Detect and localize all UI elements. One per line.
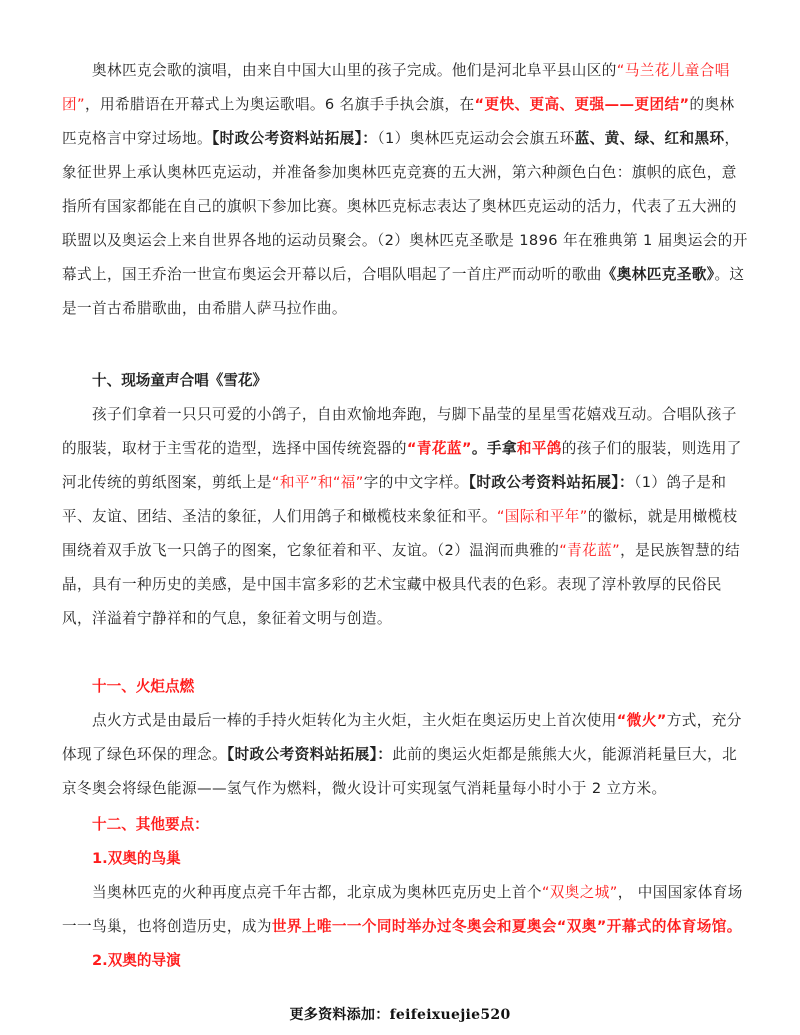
highlight-dual-olympic-city: “双奥之城” bbox=[541, 884, 618, 901]
text-run: 的孩子们的服装，则选用了河北传统的剪纸图案，剪纸上是 bbox=[62, 440, 742, 491]
intro-paragraph bbox=[62, 54, 748, 326]
section-11-paragraph bbox=[62, 704, 748, 806]
highlight-olympic-motto: “更快、更高、更强——更团结” bbox=[474, 96, 690, 113]
extension-label: 【时政公考资料站拓展】： bbox=[211, 130, 378, 147]
highlight-peace-year: “国际和平年” bbox=[496, 508, 588, 525]
section-10-heading: 十、现场童声合唱《雪花》 bbox=[92, 372, 268, 389]
highlight-peace-fortune: “和平”和“福” bbox=[271, 474, 364, 491]
text-run: 此前的奥运火炬都是熊熊大火，能源消耗量巨大，北京冬奥会将绿色能源——氢气作为燃料，微火设计可实现氢气消耗量每小时小于 2 立方米。 bbox=[62, 746, 738, 797]
section-12-heading: 十二、其他要点： bbox=[92, 816, 209, 833]
extension-label: 【时政公考资料站拓展】： bbox=[468, 474, 635, 491]
text-run: 孩子们拿着一只只可爱的小鸽子，自由欢愉地奔跑，与脚下晶莹的星星雪花嬉戏互动。合唱队孩子的服装，取材于主雪花的造型，选择中国传统瓷器的 bbox=[62, 406, 737, 457]
footer-contact: 更多资料添加：feifeixuejie520 bbox=[289, 1007, 511, 1023]
section-10-paragraph bbox=[62, 398, 748, 636]
text-run: 字的中文字样。 bbox=[363, 474, 469, 491]
text-run: ，用希腊语在开幕式上为奥运歌唱。6 名旗手手执会旗，在 bbox=[84, 96, 475, 113]
highlight-peace-dove: 和平鸽 bbox=[516, 440, 562, 457]
highlight-birds-nest-record: 世界上唯一一个同时举办过冬奥会和夏奥会“双奥”开幕式的体育场馆。 bbox=[271, 918, 742, 935]
text-run: （1）奥林匹克运动会会旗五环 bbox=[377, 130, 575, 147]
document-body bbox=[62, 54, 748, 978]
text-run: 奥林匹克会歌的演唱，由来自中国大山里的孩子完成。他们是河北阜平县山区的 bbox=[92, 62, 617, 79]
text-run: ， 中国国家体育场一一鸟巢，也将创造历史，成为 bbox=[62, 884, 743, 935]
text-run: 的奥林匹克格言中穿过场地。 bbox=[62, 96, 735, 147]
bold-olympic-anthem: 《奥林匹克圣歌》 bbox=[601, 266, 715, 283]
text-run: （1）鸽子是和平、友谊、团结、圣洁的象征，人们用鸽子和橄榄枝来象征和平。 bbox=[62, 474, 727, 525]
subsection-2-heading: 2.双奥的导演 bbox=[92, 952, 181, 969]
extension-label: 【时政公考资料站拓展】： bbox=[226, 746, 393, 763]
bold-ring-colors: 蓝、黄、绿、红和黑环 bbox=[574, 130, 725, 147]
subsection-1-paragraph bbox=[62, 876, 748, 944]
text-run: 。手拿 bbox=[471, 440, 517, 457]
text-run: 。这是一首古希腊歌曲，由希腊人萨马拉作曲。 bbox=[62, 266, 745, 317]
text-run: ，象征世界上承认奥林匹克运动，并准备参加奥林匹克竞赛的五大洲，第六种颜色白色：旗帜的底色，意指所有国家都能在自己的旗帜下参加比赛。奥林匹克标志表达了奥林匹克运动的活力，代表了五大洲的联盟以及奥运会上来自世界各地的运动员聚会。（2）奥林匹克圣歌是 1896 年在雅典第 1 届奥运会的开幕式上，国王乔治一世宣布奥运会开幕以后，合唱队唱起了一首庄严而动听的歌曲 bbox=[62, 130, 748, 283]
text-run: 方式，充分体现了绿色环保的理念。 bbox=[62, 712, 742, 763]
text-run: 点火方式是由最后一棒的手持火炬转化为主火炬，主火炬在奥运历史上首次使用 bbox=[92, 712, 617, 729]
subsection-1-heading: 1.双奥的鸟巢 bbox=[92, 850, 181, 867]
section-11-heading: 十一、火炬点燃 bbox=[92, 678, 195, 695]
highlight-choir-name: “马兰花儿童合唱团” bbox=[62, 62, 730, 113]
highlight-blue-white: “青花蓝” bbox=[406, 440, 472, 457]
text-run: 当奥林匹克的火种再度点亮千年古都，北京成为奥林匹克历史上首个 bbox=[92, 884, 542, 901]
text-run: 的徽标，就是用橄榄枝围绕着双手放飞一只鸽子的图案，它象征着和平、友谊。（2）温润而典雅的 bbox=[62, 508, 738, 559]
text-run: ，是民族智慧的结晶，具有一种历史的美感，是中国丰富多彩的艺术宝藏中极具代表的色彩。表现了淳朴敦厚的民俗民风，洋溢着宁静祥和的气息，象征着文明与创造。 bbox=[62, 542, 741, 627]
highlight-micro-flame: “微火” bbox=[616, 712, 667, 729]
highlight-blue-white: “青花蓝” bbox=[559, 542, 621, 559]
